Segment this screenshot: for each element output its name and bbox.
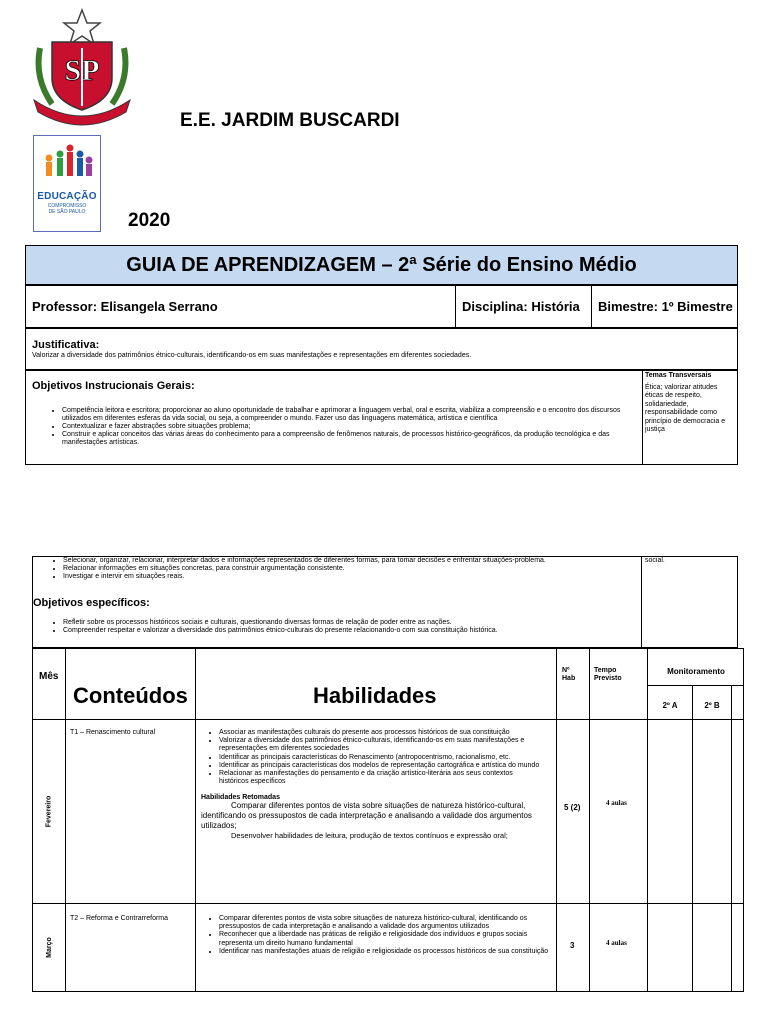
transversal-themes (645, 372, 737, 435)
school-year: 2020 (128, 210, 171, 231)
discipline: Disciplina: História (456, 286, 592, 327)
specific-objectives-title: Objetivos específicos: (33, 597, 150, 609)
list-item: • Compreender respeitar e valorizar a diversidade dos patrimônios étnico-culturais do presente relacionando-o com sua constituição histórica. (63, 627, 648, 635)
school-name: E.E. JARDIM BUSCARDI (180, 110, 400, 131)
content-table (32, 648, 744, 992)
list-item: • Valorizar a diversidade dos patrimônios étnico-culturais, identificando-os em suas manifestações e representações em diferentes sociedades (219, 737, 541, 753)
table-row-1-month: Fevereiro (45, 795, 53, 827)
table-row-1-skill-count: 5 (2) (564, 803, 581, 812)
educacao-logo-subtitle: COMPROMISSO DE SÃO PAULO (47, 203, 87, 215)
general-objectives-title: Objetivos Instrucionais Gerais: (32, 380, 195, 392)
objectives-continued-row (32, 556, 738, 648)
table-row-2-content: T2 – Reforma e Contrarreforma (70, 915, 169, 922)
list-item: • Identificar as principais características do Renascimento (antropocentrismo, racionalismo, etc. (219, 754, 541, 762)
retaken-skills-text: Comparar diferentes pontos de vista sobre situações de natureza histórico-cultural, identificando os pressupostos de cada interpretação e analisando a validade dos argumentos utilizados; (201, 801, 532, 831)
professor-row (25, 285, 738, 328)
justification-row (25, 328, 738, 370)
list-item: • Reconhecer que a liberdade nas práticas de religião e religiosidade dos indivíduos e grupos sociais representa um direito humano fundamental (219, 931, 553, 947)
sao-paulo-coat-of-arms-logo (30, 8, 134, 130)
table-row-2-skills (201, 915, 553, 956)
professor-name: Professor: Elisangela Serrano (26, 286, 456, 327)
table-row-2-skill-count: 3 (570, 941, 575, 950)
educacao-logo (33, 135, 101, 232)
justification-text: Valorizar a diversidade dos patrimônios étnico-culturais, identificando-os em suas manifestações e representações em diferentes sociedades. (32, 352, 472, 359)
header-planned-time: Tempo Previsto (594, 667, 622, 682)
list-item: • Investigar e intervir em situações reais. (63, 573, 648, 581)
header-contents: Conteúdos (73, 683, 188, 708)
list-item: • Construir e aplicar conceitos das várias áreas do conhecimento para a compreensão de fenômenos naturais, de processos histórico-geográficos, da produção tecnológica e das manifestações artísticas. (62, 431, 647, 447)
general-objectives-list (46, 407, 647, 447)
general-objectives-row (25, 370, 738, 465)
header-skill-count: Nº Hab (562, 667, 576, 682)
transversal-themes-title: Temas Transversais (645, 372, 712, 379)
table-row-1-planned-time: 4 aulas (606, 799, 627, 807)
header-skills: Habilidades (313, 683, 437, 708)
specific-objectives-list (47, 619, 648, 635)
header-monitoring: Monitoramento (667, 667, 725, 676)
table-row-1-content: T1 – Renascimento cultural (70, 729, 156, 736)
list-item: • Identificar nas manifestações atuais de religião e religiosidade os processos históricos de sua constituição (219, 948, 553, 956)
header-class-2b: 2º B (704, 701, 720, 710)
general-objectives-continued-list (47, 557, 648, 581)
transversal-themes-text: Ética; valorizar atitudes éticas de respeito, solidariedade, responsabilidade como princípio de democracia e justiça (645, 383, 726, 433)
educacao-logo-title: EDUCAÇÃO (37, 191, 97, 202)
retaken-skills-text-2: Desenvolver habilidades de leitura, produção de textos contínuos e expressão oral; (231, 831, 508, 841)
transversal-themes-continued: social. (645, 557, 665, 564)
list-item: • Selecionar, organizar, relacionar, interpretar dados e informações representados de diferentes formas, para tomar decisões e enfrentar situações-problema. (63, 557, 648, 565)
bimester: Bimestre: 1º Bimestre (598, 299, 733, 314)
table-row-1-skills (201, 729, 541, 841)
list-item: • Comparar diferentes pontos de vista sobre situações de natureza histórico-cultural, identificando os pressupostos de cada interpretação e analisando a validade dos argumentos utilizados (219, 915, 553, 931)
list-item: • Identificar as principais características dos modelos de representação cartográfica e artística do mundo (219, 762, 541, 770)
list-item: • Competência leitora e escritora; proporcionar ao aluno oportunidade de trabalhar e aprimorar a linguagem verbal, oral e escrita, viabiliza a compreensão e o encontro dos discursos utilizados em diferentes esferas da vida social, ou seja, a compreender o mundo. Fazer uso das linguagens matemática, artística e científica (62, 407, 647, 423)
retaken-skills-title: Habilidades Retomadas (201, 794, 280, 802)
list-item: • Relacionar informações em situações concretas, para construir argumentação consistente. (63, 565, 648, 573)
table-row-2-planned-time: 4 aulas (606, 939, 627, 947)
list-item: • Associar as manifestações culturais do presente aos processos históricos de sua constituição (219, 729, 541, 737)
justification-title: Justificativa: (32, 339, 100, 351)
list-item: • Contextualizar e fazer abstrações sobre situações problema; (62, 423, 647, 431)
list-item: • Refletir sobre os processos históricos sociais e culturais, questionando diversas formas de relação de poder entre as nações. (63, 619, 648, 627)
list-item: • Relacionar as manifestações do pensamento e da criação artístico-literária aos seus contextos históricos específicos (219, 770, 541, 786)
header-class-2a: 2º A (662, 701, 678, 710)
table-row-2-month: Março (45, 936, 53, 958)
sp-logo-letters: SP (64, 54, 100, 87)
header-month: Mês (39, 671, 59, 682)
guide-title: GUIA DE APRENDIZAGEM – 2ª Série do Ensino Médio (25, 245, 738, 285)
